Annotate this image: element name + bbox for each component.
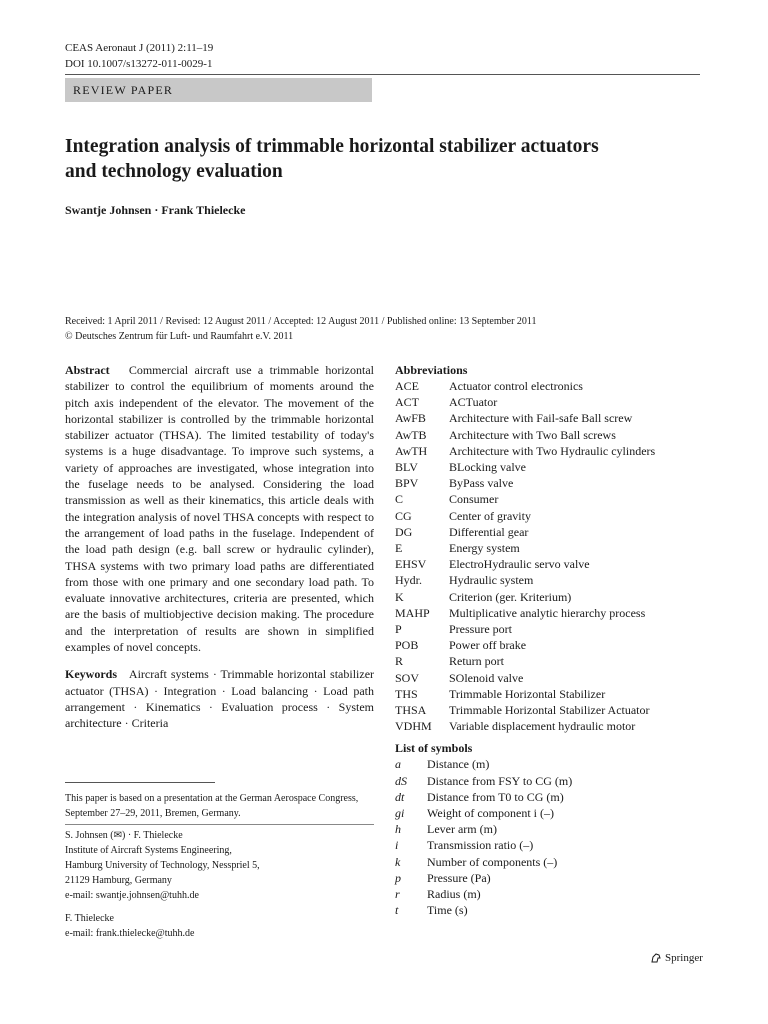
email-thielecke[interactable]: e-mail: frank.thielecke@tuhh.de: [65, 928, 195, 939]
abbreviation-key: THSA: [395, 703, 427, 718]
abbreviation-key: Hydr.: [395, 573, 422, 588]
symbol-key: i: [395, 838, 399, 853]
keywords: [65, 666, 374, 731]
abbreviation-row: [395, 378, 715, 394]
abbreviation-value: BLocking valve: [449, 460, 526, 475]
abbreviations-list: [395, 378, 715, 734]
symbol-key: a: [395, 757, 401, 772]
abbreviation-row: [395, 556, 715, 572]
abbreviation-row: [395, 702, 715, 718]
abbreviation-key: POB: [395, 638, 419, 653]
abbreviation-value: Trimmable Horizontal Stabilizer: [449, 686, 606, 701]
affiliation-rule: [65, 824, 374, 825]
section-banner: REVIEW PAPER: [65, 78, 372, 102]
abbreviation-row: [395, 621, 715, 637]
abbreviation-value: Architecture with Two Ball screws: [449, 427, 616, 442]
received-dates: Received: 1 April 2011 / Revised: 12 August 2011 / Accepted: 12 August 2011 / Published online: 13 September 2011: [65, 316, 537, 327]
symbol-key: p: [395, 870, 401, 885]
abbreviation-row: [395, 637, 715, 653]
abbreviation-value: ElectroHydraulic servo valve: [449, 557, 590, 572]
symbol-row: [395, 789, 715, 805]
symbol-key: t: [395, 903, 399, 918]
symbol-row: [395, 805, 715, 821]
email-johnsen[interactable]: e-mail: swantje.johnsen@tuhh.de: [65, 890, 199, 901]
publication-history: [65, 314, 705, 344]
symbol-value: Distance (m): [427, 757, 490, 772]
journal-citation: CEAS Aeronaut J (2011) 2:11–19: [65, 42, 214, 54]
abbreviation-row: [395, 572, 715, 588]
abbreviation-row: [395, 589, 715, 605]
symbol-row: [395, 837, 715, 853]
title-line-2: and technology evaluation: [65, 161, 283, 182]
abbreviations-title: Abbreviations: [395, 363, 468, 377]
abbreviation-row: [395, 491, 715, 507]
symbols-title: List of symbols: [395, 741, 473, 756]
abbreviation-row: [395, 540, 715, 556]
symbol-value: Pressure (Pa): [427, 870, 491, 885]
abbreviation-value: Multiplicative analytic hierarchy process: [449, 605, 646, 620]
abbreviation-value: Consumer: [449, 492, 499, 507]
author-names: S. Johnsen (✉) · F. Thielecke: [65, 830, 183, 841]
university: Hamburg University of Technology, Nesspriel 5,: [65, 860, 260, 871]
symbol-row: [395, 821, 715, 837]
abbreviation-key: MAHP: [395, 605, 430, 620]
symbol-value: Transmission ratio (–): [427, 838, 534, 853]
symbol-row: [395, 854, 715, 870]
abbreviation-row: [395, 443, 715, 459]
presentation-footnote: This paper is based on a presentation at the German Aerospace Congress, September 27–29, 2011, Bremen, Germany.: [65, 793, 359, 819]
abbreviation-value: Actuator control electronics: [449, 379, 583, 393]
doi[interactable]: DOI 10.1007/s13272-011-0029-1: [65, 58, 213, 70]
symbol-value: Distance from FSY to CG (m): [427, 773, 573, 788]
city: 21129 Hamburg, Germany: [65, 875, 172, 886]
abbreviation-row: [395, 427, 715, 443]
abbreviation-value: Energy system: [449, 541, 520, 556]
symbol-key: k: [395, 854, 401, 869]
symbol-key: dS: [395, 773, 407, 788]
abbreviation-row: [395, 670, 715, 686]
header-rule: [65, 74, 700, 75]
paper-title: [65, 134, 685, 184]
abstract-text: Commercial aircraft use a trimmable horizontal stabilizer to control the equilibrium of moments around the pitch axis independent of the elevator. The movement of the horizontal stabilizer is controlled by the trimmable horizontal stabilizer actuator (THSA). The limited testability of today's systems is a huge disadvantage. To improve such systems, a variety of approaches are investigated, whose integration into the fuselage needs to be analysed. Considering the load transmission as well as their kinematics, this article deals with the integration analysis of novel THSA concepts with respect to the arrangement of load paths in the fuselage. Independent of the load path design (e.g. ball screw or hydraulic cylinder), THSA systems with two primary load paths are differentiated from those with one primary and one secondary load path. To evaluate innovative architectures, criteria are presented, which are the basis of multiobjective decision making. The procedure and the interpretation of results are shown in simplified examples of novel concepts.: [65, 363, 375, 655]
symbol-key: dt: [395, 789, 405, 804]
abbreviation-key: P: [395, 622, 402, 637]
abbreviation-row: [395, 718, 715, 734]
second-author: F. Thielecke: [65, 913, 114, 924]
authors: Swantje Johnsen · Frank Thielecke: [65, 203, 246, 217]
abbreviation-value: Pressure port: [449, 622, 512, 637]
abbreviation-key: R: [395, 654, 404, 669]
symbol-value: Distance from T0 to CG (m): [427, 789, 564, 804]
symbol-row: [395, 756, 715, 772]
institute: Institute of Aircraft Systems Engineering,: [65, 845, 232, 856]
symbol-row: [395, 886, 715, 902]
abbreviation-value: Hydraulic system: [449, 573, 534, 588]
keywords-label: Keywords: [65, 667, 117, 682]
abbreviation-key: VDHM: [395, 719, 432, 734]
abbreviation-value: Trimmable Horizontal Stabilizer Actuator: [449, 703, 650, 718]
symbol-value: Weight of component i (–): [427, 806, 555, 821]
abbreviation-key: EHSV: [395, 557, 427, 572]
symbol-key: r: [395, 887, 400, 902]
symbol-value: Radius (m): [427, 887, 481, 902]
journal-header: [65, 40, 213, 72]
abbreviation-value: Differential gear: [449, 524, 529, 539]
abbreviation-value: Power off brake: [449, 638, 527, 653]
abbreviation-row: [395, 459, 715, 475]
abbreviation-key: CG: [395, 508, 412, 523]
abbreviation-key: AwTB: [395, 427, 427, 442]
abbreviation-key: BPV: [395, 476, 419, 491]
abbreviation-row: [395, 524, 715, 540]
abbreviation-value: Center of gravity: [449, 508, 531, 523]
abbreviation-key: AwFB: [395, 411, 426, 426]
abbreviation-value: Architecture with Two Hydraulic cylinders: [449, 443, 656, 458]
abbreviation-key: E: [395, 541, 403, 556]
left-column: [65, 362, 374, 743]
abbreviation-value: Architecture with Fail-safe Ball screw: [449, 411, 633, 426]
abbreviation-value: Criterion (ger. Kriterium): [449, 589, 572, 604]
abbreviation-row: [395, 686, 715, 702]
abbreviation-key: K: [395, 589, 404, 604]
abbreviation-key: DG: [395, 524, 413, 539]
footnote-rule: [65, 782, 215, 783]
symbols-list: [395, 756, 715, 918]
abbreviation-row: [395, 508, 715, 524]
symbol-value: Lever arm (m): [427, 822, 497, 837]
abbreviation-value: Variable displacement hydraulic motor: [449, 719, 636, 734]
abbreviation-row: [395, 605, 715, 621]
abbreviation-value: Return port: [449, 654, 504, 669]
abbreviation-row: [395, 653, 715, 669]
copyright: © Deutsches Zentrum für Luft- und Raumfahrt e.V. 2011: [65, 331, 294, 342]
abbreviation-key: C: [395, 492, 404, 507]
springer-horse-icon: [650, 952, 662, 964]
abstract-label: Abstract: [65, 363, 110, 377]
abbreviation-value: SOlenoid valve: [449, 670, 524, 685]
affiliation-block: [65, 828, 374, 941]
publisher-mark: [650, 952, 703, 964]
abbreviation-key: BLV: [395, 460, 418, 475]
symbol-row: [395, 870, 715, 886]
abbreviation-row: [395, 394, 715, 410]
symbol-row: [395, 902, 715, 918]
abbreviation-value: ByPass valve: [449, 476, 514, 491]
abbreviation-key: ACE: [395, 379, 419, 393]
keywords-text: Aircraft systems · Trimmable horizontal stabilizer actuator (THSA) · Integration · Load balancing · Load path arrangement · Kinematics · Evaluation process · System architecture · Criteria: [65, 667, 375, 731]
abbreviation-value: ACTuator: [449, 395, 498, 410]
symbol-value: Number of components (–): [427, 854, 558, 869]
abstract: [65, 362, 374, 655]
symbol-key: h: [395, 822, 401, 837]
abbreviation-key: ACT: [395, 395, 419, 410]
abbreviation-key: AwTH: [395, 443, 428, 458]
symbol-value: Time (s): [427, 903, 468, 918]
publisher-name: Springer: [665, 952, 703, 964]
symbol-key: gi: [395, 806, 405, 821]
abbreviation-row: [395, 410, 715, 426]
abbreviation-key: THS: [395, 686, 418, 701]
abbreviation-key: SOV: [395, 670, 420, 685]
right-column: [395, 362, 715, 919]
symbol-row: [395, 773, 715, 789]
title-line-1: Integration analysis of trimmable horizontal stabilizer actuators: [65, 136, 599, 157]
abbreviation-row: [395, 475, 715, 491]
